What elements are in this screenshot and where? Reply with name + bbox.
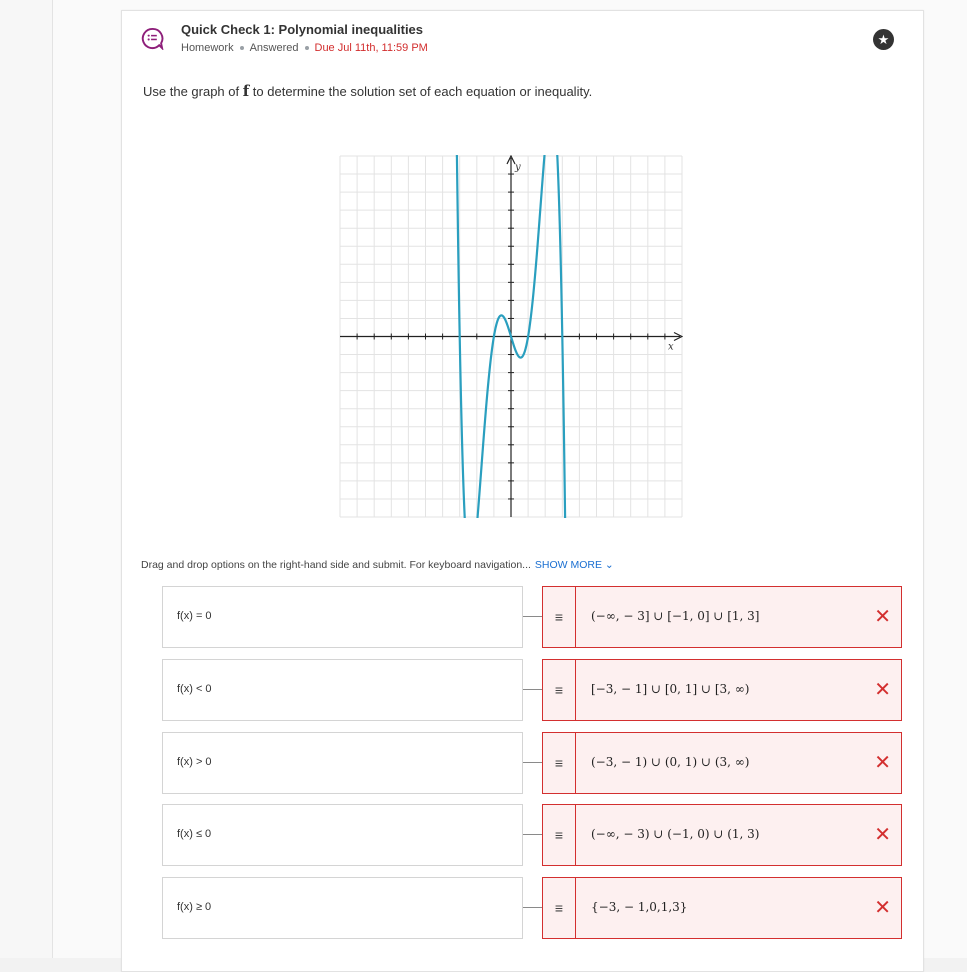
assignment-status: Answered: [249, 42, 299, 54]
drag-handle-icon[interactable]: ≡: [543, 660, 576, 720]
connector-line: [523, 616, 543, 617]
y-axis-label: y: [515, 162, 521, 173]
equation-label: f(x) < 0: [177, 683, 212, 695]
answer-row: [162, 659, 902, 721]
answer-row: [162, 804, 902, 866]
assignment-type: Homework: [181, 42, 234, 54]
connector-line: [523, 762, 543, 763]
page-title: Quick Check 1: Polynomial inequalities: [181, 22, 424, 37]
connector-line: [523, 689, 543, 690]
equation-label: f(x) ≥ 0: [177, 901, 212, 913]
separator-dot: [305, 46, 309, 50]
solution-set: (−∞, − 3] ∪ [−1, 0] ∪ [1, 3]: [591, 609, 760, 623]
close-icon: ✕: [874, 897, 891, 919]
show-more-link[interactable]: SHOW MORE ⌄: [534, 559, 614, 571]
answer-row: [162, 586, 902, 648]
equation-label: f(x) > 0: [177, 756, 212, 768]
solution-set: [−3, − 1] ∪ [0, 1] ∪ [3, ∞): [591, 682, 750, 696]
instructions-text: Drag and drop options on the right-hand side and submit. For keyboard navigation...: [141, 559, 531, 571]
prompt-function-name: f: [242, 82, 250, 100]
drag-handle-icon[interactable]: ≡: [543, 733, 576, 793]
list-bubble-icon: [141, 27, 164, 50]
answer-option-incorrect[interactable]: [542, 804, 902, 866]
equation-label: f(x) ≤ 0: [177, 828, 212, 840]
separator-dot: [240, 46, 244, 50]
answer-option-incorrect[interactable]: [542, 586, 902, 648]
star-icon[interactable]: ★: [873, 29, 894, 50]
equation-label: f(x) = 0: [177, 610, 212, 622]
assignment-meta: [181, 42, 428, 54]
equation-box: [162, 586, 523, 648]
polynomial-graph: [339, 155, 683, 518]
close-icon: ✕: [874, 752, 891, 774]
equation-box: [162, 732, 523, 794]
close-icon: ✕: [874, 824, 891, 846]
drag-handle-icon[interactable]: ≡: [543, 587, 576, 647]
answer-option-incorrect[interactable]: [542, 659, 902, 721]
equation-box: [162, 659, 523, 721]
close-icon: ✕: [874, 679, 891, 701]
prompt-text-before: Use the graph of: [143, 84, 243, 99]
close-icon: ✕: [874, 606, 891, 628]
solution-set: (−∞, − 3) ∪ (−1, 0) ∪ (1, 3): [591, 827, 760, 841]
equation-box: [162, 877, 523, 939]
left-gutter: [0, 0, 53, 958]
drag-handle-icon[interactable]: ≡: [543, 878, 576, 938]
solution-set: {−3, − 1,0,1,3}: [591, 900, 688, 914]
answer-option-incorrect[interactable]: [542, 732, 902, 794]
question-prompt: [143, 82, 592, 100]
answer-row: [162, 732, 902, 794]
drag-handle-icon[interactable]: ≡: [543, 805, 576, 865]
due-date: Due Jul 11th, 11:59 PM: [314, 42, 428, 54]
chevron-down-icon: ⌄: [604, 559, 614, 571]
prompt-text-after: to determine the solution set of each equation or inequality.: [249, 84, 593, 99]
solution-set: (−3, − 1) ∪ (0, 1) ∪ (3, ∞): [591, 755, 750, 769]
answer-row: [162, 877, 902, 939]
equation-box: [162, 804, 523, 866]
x-axis-label: x: [668, 341, 674, 353]
connector-line: [523, 834, 543, 835]
drag-instructions: [141, 559, 614, 571]
answer-option-incorrect[interactable]: [542, 877, 902, 939]
connector-line: [523, 907, 543, 908]
